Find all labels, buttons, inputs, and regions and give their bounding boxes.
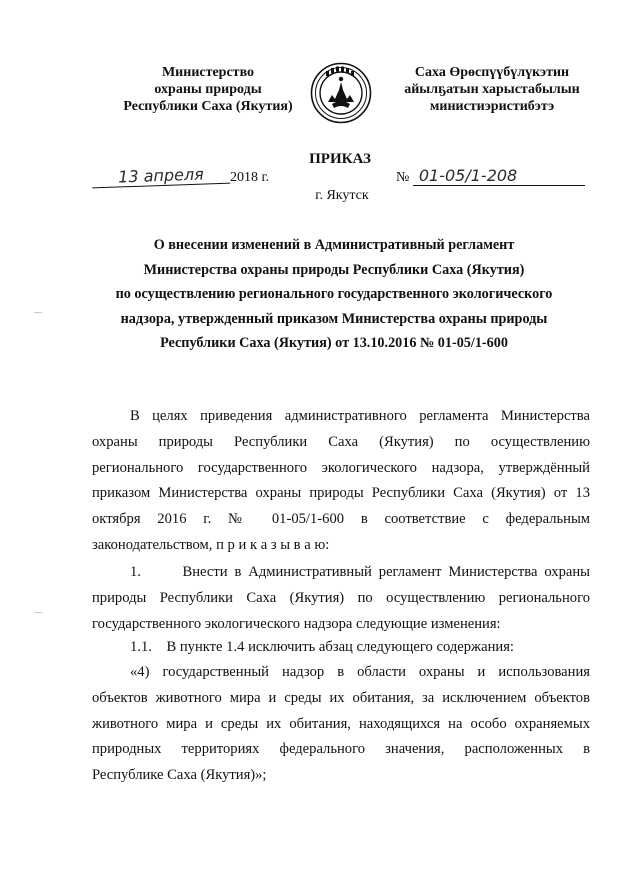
item-1-paragraph: [92, 560, 590, 637]
ministry-name-russian: [108, 64, 308, 115]
ministry-name-line: Министерство: [161, 65, 255, 80]
ministry-name-line: охраны природы: [154, 82, 262, 97]
document-type-title: ПРИКАЗ: [309, 151, 371, 167]
ministry-name-line: айылҕатын харыстабылын: [404, 82, 580, 97]
number-sign: №: [396, 170, 410, 185]
ministry-name-line: Саха Өрөспүүбүлүкэтин: [414, 65, 570, 80]
text-line: объектов животного мира и среды их обитания, за исключением объектов: [92, 689, 590, 706]
quoted-paragraph: [92, 660, 590, 789]
text-line: охраны природы Республики Саха (Якутия) по осуществлению: [92, 433, 590, 450]
subject-line: О внесении изменений в Административный регламент: [153, 237, 515, 253]
order-number: [396, 167, 585, 187]
text-line: приказом Министерства охраны природы Республики Саха (Якутия) от 13: [92, 485, 590, 502]
order-date: [92, 164, 270, 187]
text-line: природных территориях федерального значения, расположенных в: [92, 741, 590, 758]
text-line: животного мира и среды их обитания, находящихся на особо охраняемых: [92, 715, 590, 732]
text-line: Республике Саха (Якутия)»;: [92, 767, 267, 784]
subject-line: надзора, утвержденный приказом Министерства охраны природы: [120, 310, 548, 327]
scan-artifact: [34, 612, 42, 613]
scan-artifact: [34, 312, 42, 313]
text-line: государственного экологического надзора следующие изменения:: [92, 615, 501, 632]
handwritten-date: 13 апреля: [92, 165, 231, 189]
ministry-name-line: министиэристибэтэ: [429, 99, 555, 114]
text-line: регионального государственного экологического надзора, утверждённый: [92, 459, 590, 476]
text-line: законодательством, п р и к а з ы в а ю:: [92, 536, 330, 553]
ministry-name-yakut: [392, 64, 592, 115]
order-city: г. Якутск: [315, 188, 369, 203]
text-line: 1. Внести в Административный регламент Министерства охраны: [130, 564, 590, 580]
text-line: октября 2016 г. № 01-05/1-600 в соответствие с федеральным: [92, 511, 590, 528]
text-line: «4) государственный надзор в области охраны и использования: [130, 664, 590, 680]
order-subject: [84, 233, 584, 356]
item-1-1-paragraph: 1.1. В пункте 1.4 исключить абзац следующего содержания:: [130, 639, 514, 655]
text-line: природы Республики Саха (Якутия) по осуществлению регионального: [92, 589, 590, 606]
subject-line: Республики Саха (Якутия) от 13.10.2016 № 01-05/1-600: [160, 335, 508, 351]
ministry-name-line: Республики Саха (Якутия): [123, 99, 293, 114]
subject-line: Министерства охраны природы Республики Саха (Якутия): [143, 261, 525, 278]
handwritten-number: 01-05/1-208: [413, 167, 585, 186]
intro-paragraph: [92, 404, 590, 559]
order-year: 2018 г.: [230, 170, 270, 185]
subject-line: по осуществлению регионального государственного экологического: [115, 286, 553, 302]
republic-emblem-icon: [310, 62, 372, 124]
text-line: В целях приведения административного регламента Министерства: [130, 408, 590, 424]
